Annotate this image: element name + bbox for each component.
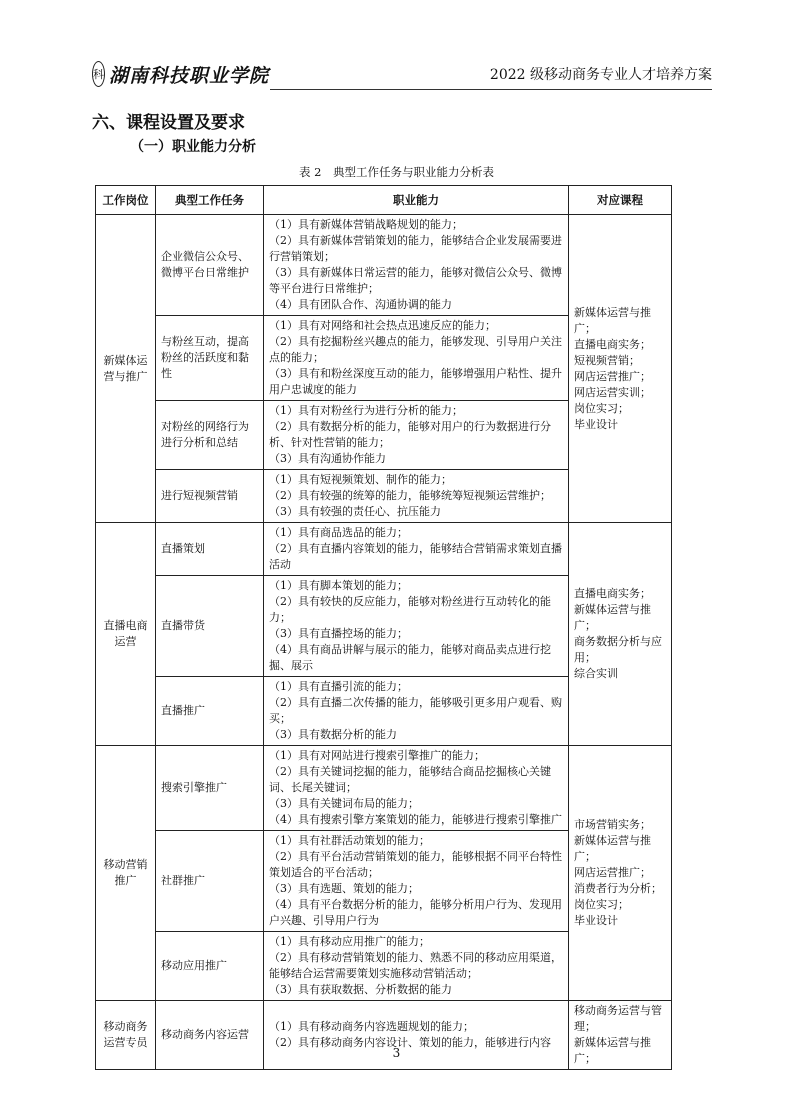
course-item: 市场营销实务；	[574, 818, 651, 831]
work-task-cell: 企业微信公众号、微博平台日常维护	[156, 215, 264, 316]
ability-cell	[264, 316, 569, 401]
document-title: 2022 级移动商务专业人才培养方案	[489, 67, 712, 83]
table-caption: 表 2 典型工作任务与职业能力分析表	[299, 165, 494, 179]
ability-item: （3）具有选题、策划的能力；	[269, 882, 419, 895]
header-course: 对应课程	[569, 186, 672, 215]
work-task-cell: 社群推广	[156, 831, 264, 932]
course-item: 网店运营推广；	[574, 369, 651, 383]
work-task-cell: 移动商务内容运营	[156, 1001, 264, 1070]
ability-item: （1）具有移动应用推广的能力；	[269, 935, 430, 948]
ability-item: （2）具有数据分析的能力，能够对用户的行为数据进行分析、针对性营销的能力；	[269, 420, 551, 449]
course-cell	[569, 746, 672, 1001]
course-item: 直播电商实务；	[574, 337, 651, 351]
ability-item: （2）具有移动商务内容设计、策划的能力，能够进行内容	[269, 1036, 551, 1049]
ability-item: （3）具有关键词布局的能力；	[269, 797, 419, 810]
ability-cell	[264, 215, 569, 316]
work-task-cell: 进行短视频营销	[156, 470, 264, 523]
ability-item: （2）具有直播内容策划的能力，能够结合营销需求策划直播活动	[269, 542, 562, 571]
ability-item: （3）具有数据分析的能力	[269, 728, 397, 741]
course-item: 新媒体运营与推广；	[574, 834, 651, 863]
ability-item: （1）具有移动商务内容选题规划的能力；	[269, 1020, 474, 1033]
course-item: 毕业设计	[574, 914, 618, 927]
ability-analysis-table	[95, 185, 672, 1070]
table-header-row	[96, 186, 672, 215]
course-item: 新媒体运营与推广；	[574, 603, 651, 632]
ability-item: （2）具有新媒体营销策划的能力，能够结合企业发展需要进行营销策划；	[269, 234, 562, 263]
ability-item: （1）具有商品选品的能力；	[269, 526, 408, 539]
work-task-cell: 移动应用推广	[156, 932, 264, 1001]
header-post: 工作岗位	[96, 186, 156, 215]
ability-cell	[264, 932, 569, 1001]
header-task: 典型工作任务	[156, 186, 264, 215]
course-item: 网店运营实训；	[574, 385, 651, 399]
college-logo	[92, 60, 268, 88]
ability-cell	[264, 831, 569, 932]
work-task-cell: 与粉丝互动，提高粉丝的活跃度和黏性	[156, 316, 264, 401]
course-item: 新媒体运营与推广；	[574, 305, 651, 335]
ability-item: （2）具有平台活动营销策划的能力，能够根据不同平台特性策划适合的平台活动；	[269, 850, 562, 879]
table-row	[96, 215, 672, 316]
job-post-cell: 移动商务运营专员	[96, 1001, 156, 1070]
ability-item: （2）具有移动营销策划的能力、熟悉不同的移动应用渠道，能够结合运营需要策划实施移动营销活动；	[269, 951, 562, 980]
ability-item: （4）具有搜索引擎方案策划的能力，能够进行搜索引擎推广	[269, 813, 562, 826]
ability-item: （3）具有获取数据、分析数据的能力	[269, 983, 452, 996]
job-post-cell: 移动营销推广	[96, 746, 156, 1001]
header-divider	[270, 89, 712, 90]
ability-cell	[264, 746, 569, 831]
course-item: 商务数据分析与应用；	[574, 635, 662, 664]
page-header	[92, 58, 712, 90]
course-item: 岗位实习；	[574, 401, 629, 415]
ability-item: （1）具有对网络和社会热点迅速反应的能力；	[269, 319, 496, 332]
ability-item: （1）具有短视频策划、制作的能力；	[269, 473, 452, 486]
header-ability: 职业能力	[264, 186, 569, 215]
work-task-cell: 搜索引擎推广	[156, 746, 264, 831]
ability-cell	[264, 401, 569, 470]
ability-item: （3）具有直播控场的能力；	[269, 627, 408, 640]
ability-item: （4）具有团队合作、沟通协调的能力	[269, 298, 452, 311]
ability-item: （2）具有挖掘粉丝兴趣点的能力，能够发现、引导用户关注点的能力；	[269, 335, 562, 364]
course-cell	[569, 523, 672, 746]
course-item: 新媒体运营与推广；	[574, 1036, 651, 1065]
ability-item: （3）具有新媒体日常运营的能力，能够对微信公众号、微博等平台进行日常维护；	[269, 266, 562, 295]
work-task-cell: 直播带货	[156, 576, 264, 677]
ability-item: （1）具有对粉丝行为进行分析的能力；	[269, 404, 463, 417]
ability-item: （2）具有关键词挖掘的能力，能够结合商品挖掘核心关键词、长尾关键词；	[269, 765, 551, 794]
course-item: 毕业设计	[574, 417, 618, 431]
work-task-cell: 直播策划	[156, 523, 264, 576]
ability-cell	[264, 523, 569, 576]
ability-cell	[264, 470, 569, 523]
ability-item: （3）具有较强的责任心、抗压能力	[269, 505, 441, 518]
ability-item: （2）具有较强的统筹的能力，能够统筹短视频运营维护；	[269, 489, 551, 502]
table-row	[96, 523, 672, 576]
page-number: 3	[392, 1046, 401, 1060]
course-item: 直播电商实务；	[574, 587, 651, 600]
course-item: 消费者行为分析；	[574, 882, 662, 895]
job-post-cell: 新媒体运营与推广	[96, 215, 156, 523]
ability-item: （1）具有新媒体营销战略规划的能力；	[269, 218, 463, 231]
ability-cell	[264, 677, 569, 746]
table-body	[96, 215, 672, 1070]
seal-icon: 科	[92, 61, 105, 87]
subsection-title: （一）职业能力分析	[130, 139, 256, 155]
course-item: 移动商务运营与管理；	[574, 1004, 662, 1033]
section-title: 六、课程设置及要求	[92, 113, 245, 133]
work-task-cell: 对粉丝的网络行为进行分析和总结	[156, 401, 264, 470]
ability-item: （2）具有较快的反应能力，能够对粉丝进行互动转化的能力；	[269, 595, 551, 624]
ability-item: （4）具有平台数据分析的能力，能够分析用户行为、发现用户兴趣、引导用户行为	[269, 898, 562, 927]
ability-cell	[264, 576, 569, 677]
ability-item: （1）具有脚本策划的能力；	[269, 579, 408, 592]
logo-text: 湖南科技职业学院	[109, 64, 270, 87]
ability-item: （3）具有和粉丝深度互动的能力，能够增强用户粘性、提升用户忠诚度的能力	[269, 367, 562, 396]
work-task-cell: 直播推广	[156, 677, 264, 746]
ability-item: （2）具有直播二次传播的能力，能够吸引更多用户观看、购买；	[269, 696, 562, 725]
ability-item: （3）具有沟通协作能力	[269, 452, 386, 465]
table-row	[96, 746, 672, 831]
job-post-cell: 直播电商运营	[96, 523, 156, 746]
course-item: 网店运营推广；	[574, 866, 651, 879]
ability-item: （1）具有对网站进行搜索引擎推广的能力；	[269, 749, 485, 762]
course-cell	[569, 215, 672, 523]
ability-item: （4）具有商品讲解与展示的能力，能够对商品卖点进行挖掘、展示	[269, 643, 551, 672]
ability-item: （1）具有直播引流的能力；	[269, 680, 408, 693]
ability-item: （1）具有社群活动策划的能力；	[269, 834, 430, 847]
course-item: 综合实训	[574, 667, 618, 680]
course-item: 岗位实习；	[574, 898, 629, 911]
course-item: 短视频营销；	[574, 353, 640, 367]
